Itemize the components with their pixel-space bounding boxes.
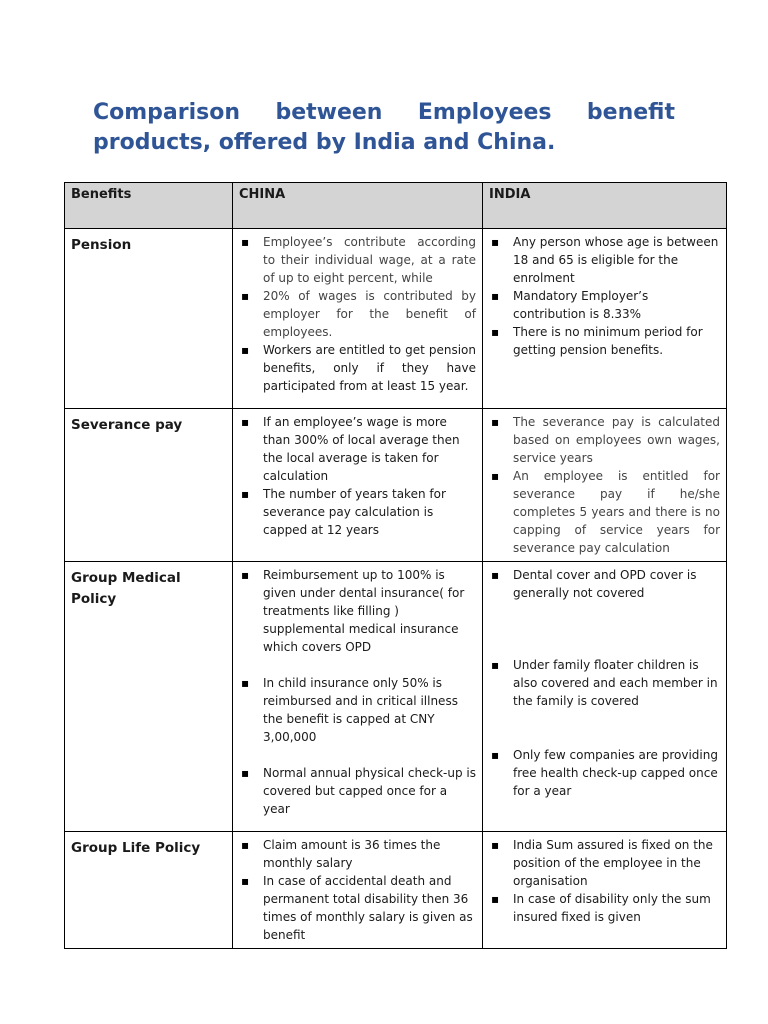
list-item: ▪ There is no minimum period for getting pension benefits. bbox=[489, 323, 720, 359]
china-cell bbox=[233, 229, 483, 409]
list-item: ▪ Only few companies are providing free health check-up capped once for a year bbox=[489, 746, 720, 800]
list-item: ▪ Workers are entitled to get pension benefits, only if they have participated from at least 15 year. bbox=[239, 341, 476, 395]
header-india: INDIA bbox=[483, 183, 727, 229]
header-benefits: Benefits bbox=[65, 183, 233, 229]
row-label: Severance pay bbox=[65, 409, 233, 562]
list-item: ▪ Under family floater children is also covered and each member in the family is covered bbox=[489, 656, 720, 710]
title-word: benefit bbox=[586, 100, 675, 125]
list-item: ▪ Employee’s contribute according to their individual wage, at a rate of up to eight percent, while bbox=[239, 233, 476, 287]
india-cell bbox=[483, 832, 727, 949]
list-item: ▪ In child insurance only 50% is reimbursed and in critical illness the benefit is capped at CNY 3,00,000 bbox=[239, 674, 476, 746]
list-item: ▪ In case of disability only the sum insured fixed is given bbox=[489, 890, 720, 926]
table-header-row bbox=[65, 183, 727, 229]
india-cell bbox=[483, 562, 727, 832]
list-item: ▪ Dental cover and OPD cover is generally not covered bbox=[489, 566, 720, 602]
title-line-1 bbox=[93, 98, 675, 128]
list-item: ▪ Claim amount is 36 times the monthly salary bbox=[239, 836, 476, 872]
table-row-severance-pay bbox=[65, 409, 727, 562]
title-word: Employees bbox=[417, 100, 552, 125]
china-cell bbox=[233, 562, 483, 832]
india-cell bbox=[483, 229, 727, 409]
document-title bbox=[93, 98, 675, 158]
table-row-group-life-policy bbox=[65, 832, 727, 949]
table-row-group-medical-policy bbox=[65, 562, 727, 832]
list-item: ▪ Mandatory Employer’s contribution is 8.33% bbox=[489, 287, 720, 323]
comparison-table bbox=[64, 182, 727, 949]
list-item: ▪ The severance pay is calculated based on employees own wages, service years bbox=[489, 413, 720, 467]
list-item: ▪ 20% of wages is contributed by employer for the benefit of employees. bbox=[239, 287, 476, 341]
list-item: ▪ India Sum assured is fixed on the position of the employee in the organisation bbox=[489, 836, 720, 890]
china-cell bbox=[233, 409, 483, 562]
table-row-pension bbox=[65, 229, 727, 409]
title-text: products, offered by India and China. bbox=[93, 130, 556, 155]
title-word: Comparison bbox=[93, 100, 241, 125]
header-china: CHINA bbox=[233, 183, 483, 229]
india-cell bbox=[483, 409, 727, 562]
china-cell bbox=[233, 832, 483, 949]
list-item: ▪ The number of years taken for severance pay calculation is capped at 12 years bbox=[239, 485, 476, 539]
list-item: ▪ Normal annual physical check-up is covered but capped once for a year bbox=[239, 764, 476, 818]
row-label: Pension bbox=[65, 229, 233, 409]
list-item: ▪ Reimbursement up to 100% is given under dental insurance( for treatments like filling ) supplemental medical insurance which covers OPD bbox=[239, 566, 476, 656]
list-item: ▪ Any person whose age is between 18 and 65 is eligible for the enrolment bbox=[489, 233, 720, 287]
title-line-2 bbox=[93, 128, 675, 158]
list-item: ▪ An employee is entitled for severance pay if he/she completes 5 years and there is no capping of service years for severance pay calculation bbox=[489, 467, 720, 557]
row-label: Group Life Policy bbox=[65, 832, 233, 949]
title-word: between bbox=[275, 100, 383, 125]
list-item: ▪ In case of accidental death and permanent total disability then 36 times of monthly salary is given as benefit bbox=[239, 872, 476, 944]
list-item: ▪ If an employee’s wage is more than 300% of local average then the local average is taken for calculation bbox=[239, 413, 476, 485]
row-label: Group Medical Policy bbox=[65, 562, 233, 832]
